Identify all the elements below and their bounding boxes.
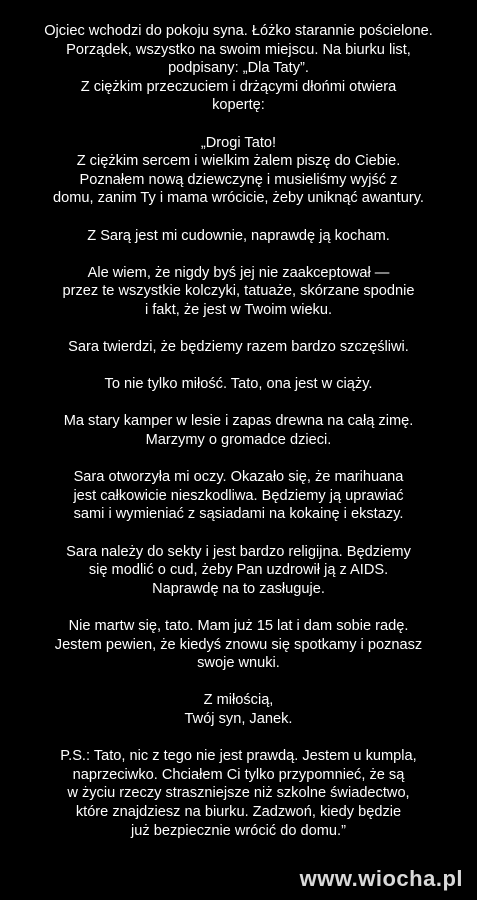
text-line: się modlić o cud, żeby Pan uzdrowił ją z AIDS. [88,562,389,579]
paragraph-greeting [0,134,477,208]
letter-text [0,22,477,859]
text-line: sami i wymieniać z sąsiadami na kokainę i ekstazy. [73,506,404,523]
text-line: Z miłością, [203,692,274,709]
text-line: w życiu rzeczy straszniejsze niż szkolne świadectwo, [67,785,410,802]
paragraph-eyes-opened [0,468,477,524]
paragraph-postscript [0,747,477,840]
text-line: Ma stary kamper w lesie i zapas drewna na całą zimę. [63,413,414,430]
text-line: naprzeciwko. Chciałem Ci tylko przypomnieć, że są [72,766,405,783]
text-line: Sara należy do sekty i jest bardzo religijna. Będziemy [66,543,411,560]
text-line: Poznałem nową dziewczynę i musieliśmy wyjść z [79,171,398,188]
text-line: i fakt, że jest w Twoim wieku. [144,301,333,318]
text-line: Z ciężkim przeczuciem i drżącymi dłońmi otwiera [80,78,397,95]
text-line: Sara twierdzi, że będziemy razem bardzo szczęśliwi. [68,339,409,356]
paragraph-sara-love [0,227,477,246]
text-line: Nie martw się, tato. Mam już 15 lat i dam sobie radę. [68,618,409,634]
text-line: przez te wszystkie kolczyki, tatuaże, skórzane spodnie [62,283,415,300]
text-line: Twój syn, Janek. [184,710,293,727]
paragraph-happy [0,338,477,357]
text-line: „Drogi Tato! [200,134,277,151]
paragraph-dont-worry [0,617,477,673]
paragraph-pregnant [0,375,477,394]
text-line: Ale wiem, że nigdy byś jej nie zaakceptował — [87,264,390,281]
text-line: które znajdziesz na biurku. Zadzwoń, kiedy będzie [75,803,402,820]
paragraph-intro [0,22,477,115]
text-line: To nie tylko miłość. Tato, ona jest w ciąży. [104,376,373,393]
paragraph-sect [0,543,477,599]
text-line: Jestem pewien, że kiedyś znowu się spotkamy i poznasz [54,636,423,653]
text-line: swoje wnuki. [197,655,280,672]
text-line: P.S.: Tato, nic z tego nie jest prawdą. Jestem u kumpla, [60,748,417,765]
text-line: Z Sarą jest mi cudownie, naprawdę ją kocham. [87,227,390,244]
text-line: kopertę: [212,97,265,114]
paragraph-signature [0,691,477,728]
text-line: jest całkowicie nieszkodliwa. Będziemy ją uprawiać [73,487,404,504]
paragraph-camper [0,412,477,449]
text-line: Sara otworzyła mi oczy. Okazało się, że marihuana [73,469,404,486]
text-line: Naprawdę na to zasługuje. [152,580,325,597]
site-watermark: www.wiocha.pl [299,866,463,891]
text-line: domu, zanim Ty i mama wrócicie, żeby uniknąć awantury. [53,190,424,207]
text-line: Ojciec wchodzi do pokoju syna. Łóżko starannie pościelone. [44,23,433,39]
text-line: już bezpiecznie wrócić do domu.” [131,822,346,839]
paragraph-acceptance [0,264,477,320]
text-line: Marzymy o gromadce dzieci. [145,432,332,449]
text-line: podpisany: „Dla Taty”. [168,60,309,77]
text-line: Porządek, wszystko na swoim miejscu. Na biurku list, [66,41,411,58]
text-line: Z ciężkim sercem i wielkim żalem piszę do Ciebie. [76,153,401,170]
